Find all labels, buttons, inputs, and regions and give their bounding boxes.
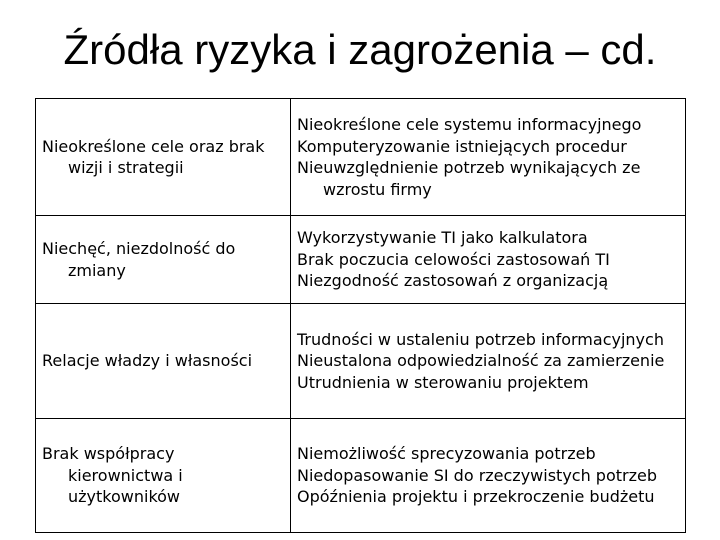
threat-item: Niedopasowanie SI do rzeczywistych potrzeb	[297, 465, 657, 485]
table-row	[36, 216, 686, 304]
threats-cell	[291, 216, 686, 304]
threats-cell	[291, 99, 686, 216]
risk-source: Nieokreślone cele oraz brak wizji i strategii	[42, 136, 265, 177]
threat-item: Brak poczucia celowości zastosowań TI	[297, 249, 610, 269]
table-row	[36, 419, 686, 533]
threat-item: Opóźnienia projektu i przekroczenie budżetu	[297, 487, 655, 507]
risk-source-cell	[36, 304, 291, 419]
threat-item: Niemożliwość sprecyzowania potrzeb	[297, 444, 596, 464]
slide-title: Źródła ryzyka i zagrożenia – cd.	[63, 26, 657, 73]
threats-cell	[291, 304, 686, 419]
threat-item: Komputeryzowanie istniejących procedur	[297, 136, 627, 156]
risk-source: Niechęć, niezdolność do zmiany	[42, 239, 236, 280]
threat-item: Nieustalona odpowiedzialność za zamierzenie	[297, 351, 665, 371]
threat-item: Niezgodność zastosowań z organizacją	[297, 271, 609, 291]
table-row	[36, 99, 686, 216]
risk-table	[35, 98, 686, 533]
risk-source: Brak współpracy kierownictwa i użytkowników	[42, 444, 183, 507]
threat-item: Nieokreślone cele systemu informacyjnego	[297, 115, 642, 134]
threat-item: Trudności w ustaleniu potrzeb informacyjnych	[297, 329, 664, 349]
threat-item: Wykorzystywanie TI jako kalkulatora	[297, 228, 588, 248]
threats-cell	[291, 419, 686, 533]
risk-source: Relacje władzy i własności	[42, 351, 253, 371]
risk-source-cell	[36, 216, 291, 304]
risk-source-cell	[36, 99, 291, 216]
threat-item: Nieuwzględnienie potrzeb wynikających ze wzrostu firmy	[297, 158, 641, 199]
threat-item: Utrudnienia w sterowaniu projektem	[297, 372, 589, 392]
risk-source-cell	[36, 419, 291, 533]
table-row	[36, 304, 686, 419]
